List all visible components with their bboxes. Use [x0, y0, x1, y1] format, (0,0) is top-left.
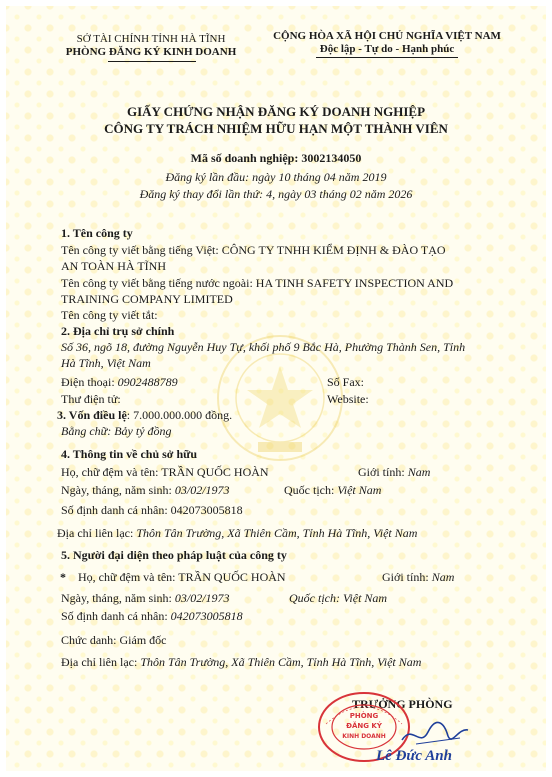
- svg-text:KINH DOANH: KINH DOANH: [342, 733, 386, 740]
- section-5-heading: 5. Người đại diện theo pháp luật của công ty: [61, 548, 287, 562]
- signer-name: Lê Đức Anh: [376, 748, 452, 764]
- header-authority: SỞ TÀI CHÍNH TỈNH HÀ TĨNH: [76, 33, 226, 45]
- header-office: PHÒNG ĐĂNG KÝ KINH DOANH: [65, 46, 237, 58]
- owner-contact: [57, 526, 417, 541]
- owner-nationality-value: Việt Nam: [337, 483, 382, 497]
- company-type: CÔNG TY TRÁCH NHIỆM HỮU HẠN MỘT THÀNH VIÊN: [104, 121, 448, 136]
- email-label: Thư điện tử:: [61, 392, 121, 406]
- representative-nationality-label: Quốc tịch:: [289, 591, 340, 605]
- first-registration-date: Đăng ký lần đầu: ngày 10 tháng 04 năm 2019: [165, 170, 387, 184]
- representative-gender-value: Nam: [431, 570, 455, 584]
- owner-contact-value: Thôn Tân Trường, Xã Thiên Cầm, Tỉnh Hà Tĩnh, Việt Nam: [136, 526, 418, 540]
- section-1-heading: 1. Tên công ty: [61, 226, 133, 240]
- representative-bullet: *: [60, 570, 66, 584]
- owner-dob-label: Ngày, tháng, năm sinh:: [61, 483, 172, 497]
- website-label: Website:: [327, 392, 369, 406]
- representative-nationality-value: Việt Nam: [342, 591, 388, 605]
- company-name-foreign-cont: TRAINING COMPANY LIMITED: [61, 292, 233, 306]
- representative-gender-label: Giới tính:: [382, 570, 429, 584]
- owner-gender: [358, 465, 430, 480]
- section-4-heading: 4. Thông tin về chủ sở hữu: [61, 447, 198, 461]
- representative-nationality: [289, 591, 387, 606]
- enterprise-code: Mã số doanh nghiệp: 3002134050: [190, 151, 362, 165]
- owner-nationality-label: Quốc tịch:: [284, 483, 335, 497]
- svg-text:PHÒNG: PHÒNG: [349, 712, 379, 720]
- header-right-underline: [316, 57, 458, 58]
- capital-in-words: [61, 424, 172, 439]
- signer-role: TRƯỞNG PHÒNG: [352, 697, 453, 711]
- company-short-name: Tên công ty viết tắt:: [61, 308, 158, 322]
- owner-gender-value: Nam: [407, 465, 431, 479]
- charter-capital-row: [57, 408, 232, 423]
- capital-in-words-label: Bằng chữ:: [61, 424, 112, 438]
- header-left-underline: [108, 61, 196, 62]
- capital-in-words-value: Bảy tỷ đồng: [114, 424, 172, 438]
- representative-id: [61, 609, 243, 624]
- representative-dob: [61, 591, 230, 606]
- representative-id-value: 042073005818: [170, 609, 243, 623]
- representative-contact: [61, 655, 421, 670]
- svg-text:ĐĂNG KÝ: ĐĂNG KÝ: [346, 722, 382, 730]
- representative-id-label: Số định danh cá nhân:: [61, 609, 168, 623]
- owner-dob: [61, 483, 230, 498]
- representative-dob-value: 03/02/1973: [174, 591, 230, 605]
- section-2-heading: 2. Địa chỉ trụ sở chính: [61, 324, 175, 338]
- certificate-title: GIẤY CHỨNG NHẬN ĐĂNG KÝ DOANH NGHIỆP: [126, 104, 426, 119]
- phone-value: 0902488789: [117, 375, 178, 389]
- representative-name: Họ, chữ đệm và tên: TRẦN QUỐC HOÀN: [78, 570, 286, 584]
- phone-label: Điện thoại:: [61, 375, 115, 389]
- company-name-foreign: Tên công ty viết bằng tiếng nước ngoài: HA TINH SAFETY INSPECTION AND: [61, 276, 454, 290]
- owner-name: Họ, chữ đệm và tên: TRẦN QUỐC HOÀN: [61, 465, 269, 479]
- header-country: CỘNG HÒA XÃ HỘI CHỦ NGHĨA VIỆT NAM: [273, 30, 501, 42]
- phone-row: [61, 375, 178, 390]
- owner-id: Số định danh cá nhân: 042073005818: [61, 503, 243, 517]
- representative-title: Chức danh: Giám đốc: [61, 633, 167, 647]
- head-office-address: Số 36, ngõ 18, đường Nguyễn Huy Tự, khối phố 9 Bắc Hà, Phường Thành Sen, Tỉnh: [61, 340, 466, 354]
- header-motto: Độc lập - Tự do - Hạnh phúc: [319, 43, 455, 55]
- representative-gender: [382, 570, 454, 585]
- owner-nationality: [284, 483, 381, 498]
- charter-capital-value: : 7.000.000.000 đồng.: [126, 408, 233, 422]
- company-name-vietnamese-cont: AN TOÀN HÀ TĨNH: [61, 259, 166, 273]
- handwritten-signature: [398, 718, 472, 750]
- section-3-heading: 3. Vốn điều lệ: [57, 408, 127, 422]
- owner-gender-label: Giới tính:: [358, 465, 405, 479]
- fax-label: Số Fax:: [327, 375, 365, 389]
- representative-contact-label: Địa chỉ liên lạc:: [61, 655, 138, 669]
- owner-dob-value: 03/02/1973: [174, 483, 230, 497]
- owner-contact-label: Địa chỉ liên lạc:: [57, 526, 134, 540]
- head-office-address-cont: Hà Tĩnh, Việt Nam: [61, 356, 151, 370]
- change-registration-date: Đăng ký thay đổi lần thứ: 4, ngày 03 tháng 02 năm 2026: [139, 187, 413, 201]
- representative-contact-value: Thôn Tân Trường, Xã Thiên Cầm, Tỉnh Hà Tĩnh, Việt Nam: [140, 655, 422, 669]
- company-name-vietnamese: Tên công ty viết bằng tiếng Việt: CÔNG TY TNHH KIỂM ĐỊNH & ĐÀO TẠO: [61, 243, 446, 257]
- representative-dob-label: Ngày, tháng, năm sinh:: [61, 591, 172, 605]
